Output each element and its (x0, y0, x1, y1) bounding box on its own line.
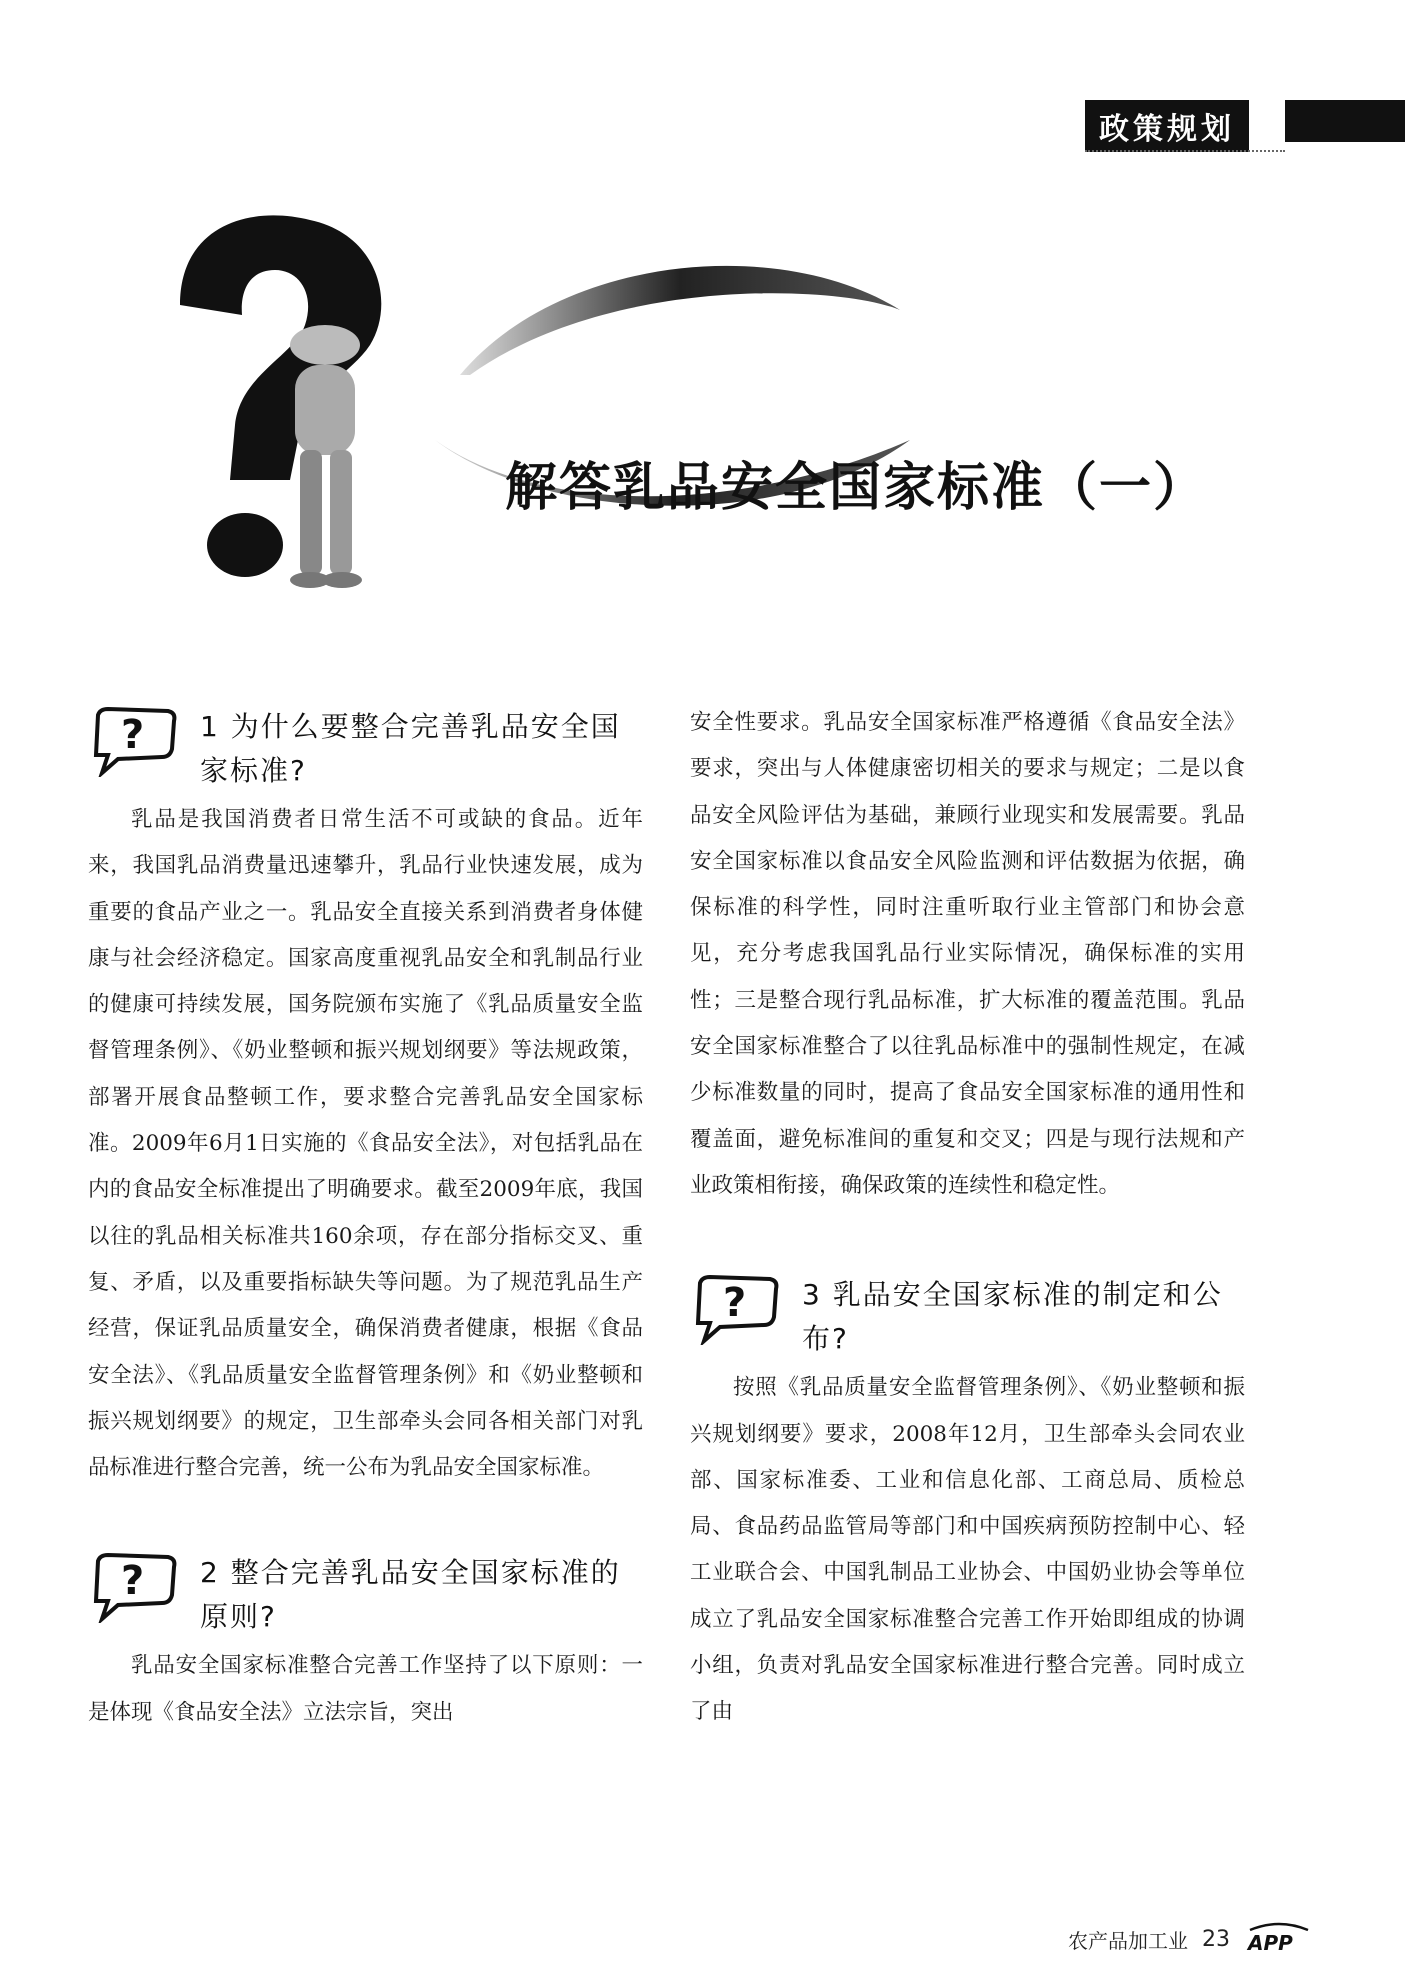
answer-2-paragraph-part2: 安全性要求。乳品安全国家标准严格遵循《食品安全法》要求，突出与人体健康密切相关的要求与规定；二是以食品安全风险评估为基础，兼顾行业现实和发展需要。乳品安全国家标准以食品安全风险监测和评估数据为依据，确保标准的科学性，同时注重听取行业主管部门和协会意见，充分考虑我国乳品行业实际情况，确保标准的实用性；三是整合现行乳品标准，扩大标准的覆盖范围。乳品安全国家标准整合了以往乳品标准中的强制性规定，在减少标准数量的同时，提高了食品安全国家标准的通用性和覆盖面，避免标准间的重复和交叉；四是与现行法规和产业政策相衔接，确保政策的连续性和稳定性。 (690, 710, 1245, 1198)
journal-logo-text: APP (1248, 1931, 1293, 1955)
svg-text:?: ? (121, 712, 145, 758)
question-bubble-icon (88, 705, 188, 777)
question-heading-3 (690, 1273, 1245, 1365)
journal-name: 农产品加工业 (1068, 1928, 1188, 1953)
question-3-text: 3 乳品安全国家标准的制定和公布? (802, 1278, 1223, 1356)
section-tag-bar (1285, 100, 1405, 142)
answer-2-paragraph-part1: 乳品安全国家标准整合完善工作坚持了以下原则：一是体现《食品安全法》立法宗旨，突出 (88, 1653, 643, 1725)
question-bubble-icon (88, 1551, 188, 1623)
page-footer (1068, 1922, 1314, 1956)
question-heading-1 (88, 705, 643, 797)
section-tag-rule (1085, 150, 1285, 152)
svg-text:?: ? (121, 1558, 145, 1605)
left-column (88, 705, 643, 1736)
question-bubble-icon (690, 1273, 790, 1345)
question-heading-2 (88, 1551, 643, 1643)
right-column (690, 700, 1245, 1736)
answer-1-paragraph: 乳品是我国消费者日常生活不可或缺的食品。近年来，我国乳品消费量迅速攀升，乳品行业快速发展，成为重要的食品产业之一。乳品安全直接关系到消费者身体健康与社会经济稳定。国家高度重视乳品安全和乳制品行业的健康可持续发展，国务院颁布实施了《乳品质量安全监督管理条例》、《奶业整顿和振兴规划纲要》等法规政策，部署开展食品整顿工作，要求整合完善乳品安全国家标准。2009年6月1日实施的《食品安全法》，对包括乳品在内的食品安全标准提出了明确要求。截至2009年底，我国以往的乳品相关标准共160余项，存在部分指标交叉、重复、矛盾，以及重要指标缺失等问题。为了规范乳品生产经营，保证乳品质量安全，确保消费者健康，根据《食品安全法》、《乳品质量安全监督管理条例》和《奶业整顿和振兴规划纲要》的规定，卫生部牵头会同各相关部门对乳品标准进行整合完善，统一公布为乳品安全国家标准。 (88, 807, 643, 1481)
journal-logo (1244, 1922, 1314, 1956)
upper-swoosh (460, 266, 900, 375)
article-title: 解答乳品安全国家标准（一） (505, 458, 1208, 518)
section-tag: 政策规划 (1085, 100, 1249, 152)
question-2-text: 2 整合完善乳品安全国家标准的原则? (200, 1556, 621, 1634)
answer-3-paragraph: 按照《乳品质量安全监督管理条例》、《奶业整顿和振兴规划纲要》要求，2008年12月，卫生部牵头会同农业部、国家标准委、工业和信息化部、工商总局、质检总局、食品药品监管局等部门和中国疾病预防控制中心、轻工业联合会、中国乳制品工业协会、中国奶业协会等单位成立了乳品安全国家标准整合完善工作开始即组成的协调小组，负责对乳品安全国家标准进行整合完善。同时成立了由 (690, 1375, 1245, 1725)
svg-text:?: ? (723, 1280, 747, 1327)
question-1-text: 1 为什么要整合完善乳品安全国家标准? (200, 710, 621, 787)
hero-illustration (180, 215, 1240, 655)
page-number: 23 (1202, 1926, 1230, 1952)
